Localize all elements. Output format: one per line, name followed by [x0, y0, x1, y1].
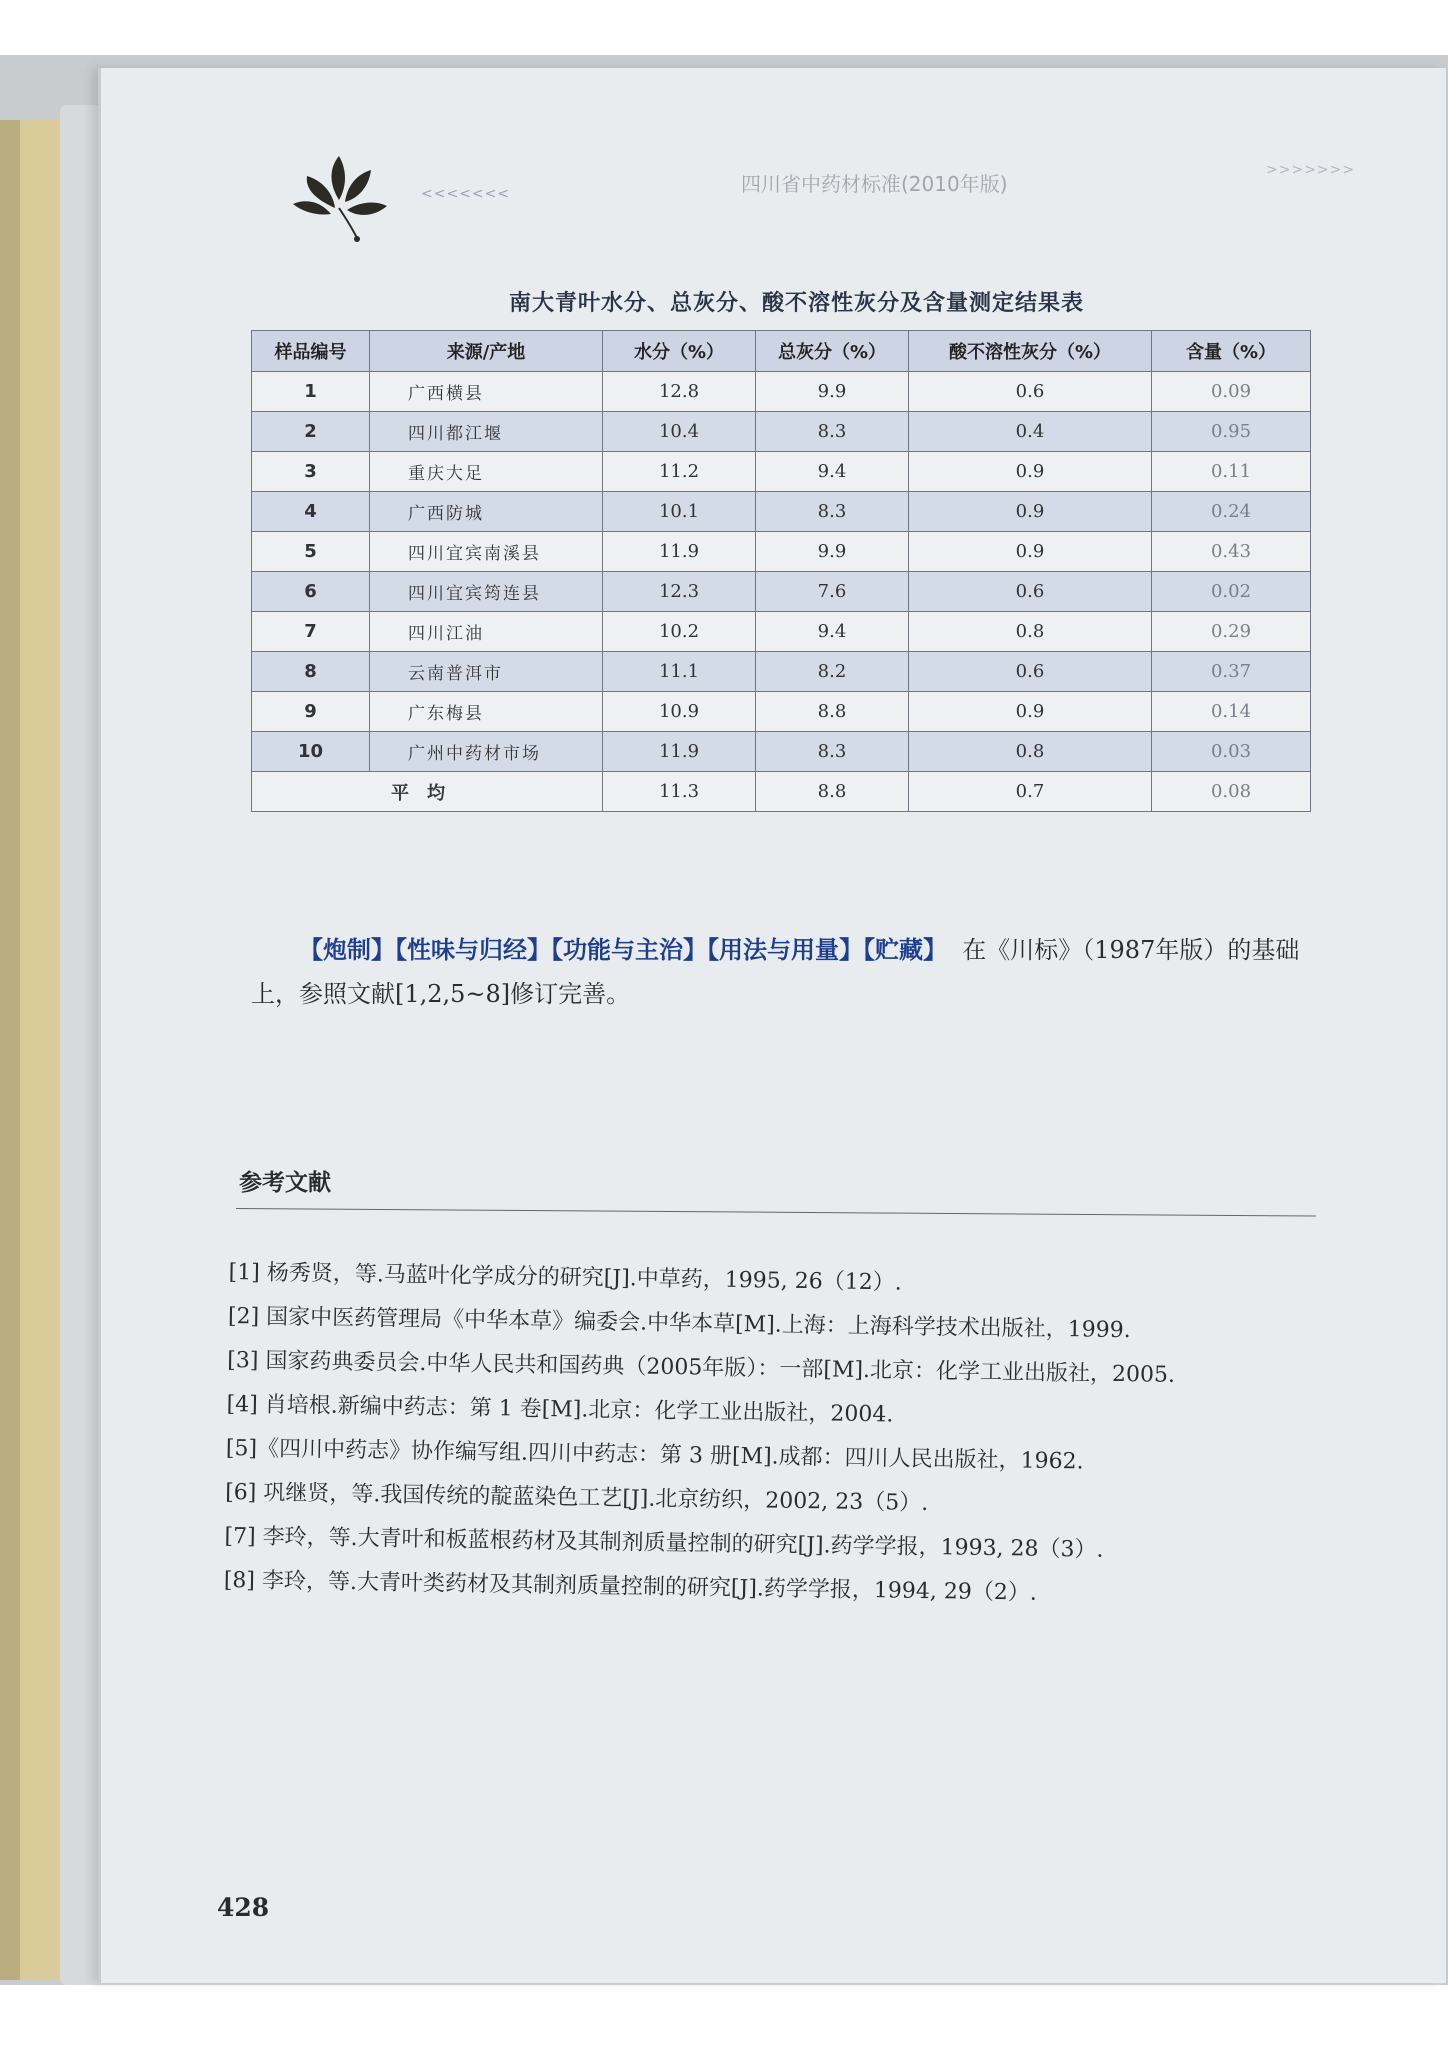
reference-item: [4] 肖培根.新编中药志：第 1 卷[M].北京：化学工业出版社，2004.: [226, 1391, 894, 1428]
acid-ash-value: 0.6: [909, 572, 1152, 612]
table-row: [252, 692, 1311, 732]
section-tag-storage: 【贮藏】: [863, 936, 947, 964]
total-ash-value: 8.3: [756, 732, 909, 772]
content-average: 0.08: [1152, 772, 1311, 812]
sample-source: 四川宜宾筠连县: [370, 572, 603, 612]
content-value: 0.11: [1152, 452, 1311, 492]
moisture-value: 11.9: [603, 532, 756, 572]
acid-ash-value: 0.8: [909, 732, 1152, 772]
references-divider: [236, 1208, 1316, 1217]
reference-item: [2] 国家中医药管理局《中华本草》编委会.中华本草[M].上海：上海科学技术出版社，1999.: [227, 1303, 1131, 1344]
content-value: 0.03: [1152, 732, 1311, 772]
total-ash-average: 8.8: [756, 772, 909, 812]
col-source: 来源/产地: [370, 331, 603, 372]
moisture-value: 10.1: [603, 492, 756, 532]
moisture-value: 12.3: [603, 572, 756, 612]
total-ash-value: 9.4: [756, 452, 909, 492]
section-tag-function-indication: 【功能与主治】: [551, 936, 707, 964]
sample-no: 5: [252, 532, 370, 572]
reference-item: [7] 李玲，等.大青叶和板蓝根药材及其制剂质量控制的研究[J].药学学报，1993, 28（3）.: [224, 1523, 1104, 1563]
moisture-value: 10.9: [603, 692, 756, 732]
content-value: 0.43: [1152, 532, 1311, 572]
acid-ash-value: 0.4: [909, 412, 1152, 452]
acid-ash-value: 0.8: [909, 612, 1152, 652]
reference-item: [8] 李玲，等.大青叶类药材及其制剂质量控制的研究[J].药学学报，1994, 29（2）.: [223, 1567, 1038, 1606]
paragraph-text: 在《川标》（1987年版）的基础上，参照文献[1,2,5~8]修订完善。: [251, 936, 1300, 1008]
col-acid-ash: 酸不溶性灰分（%）: [909, 331, 1152, 372]
table-row: [252, 612, 1311, 652]
table-row: [252, 372, 1311, 412]
content-value: 0.37: [1152, 652, 1311, 692]
leaf-logo-icon: [287, 138, 397, 248]
content-value: 0.02: [1152, 572, 1311, 612]
reference-item: [5]《四川中药志》协作编写组.四川中药志：第 3 册[M].成都：四川人民出版社，1962.: [225, 1435, 1084, 1475]
total-ash-value: 8.3: [756, 412, 909, 452]
table-row: [252, 652, 1311, 692]
table-row: [252, 732, 1311, 772]
acid-ash-value: 0.9: [909, 492, 1152, 532]
reference-item: [1] 杨秀贤，等.马蓝叶化学成分的研究[J].中草药，1995, 26（12）.: [228, 1259, 902, 1296]
acid-ash-average: 0.7: [909, 772, 1152, 812]
processing-paragraph: [251, 928, 1311, 1016]
sample-source: 四川江油: [370, 612, 603, 652]
total-ash-value: 9.9: [756, 532, 909, 572]
references-heading: 参考文献: [239, 1170, 331, 1196]
table-row: [252, 412, 1311, 452]
col-content: 含量（%）: [1152, 331, 1311, 372]
sample-source: 四川宜宾南溪县: [370, 532, 603, 572]
acid-ash-value: 0.6: [909, 372, 1152, 412]
acid-ash-value: 0.9: [909, 452, 1152, 492]
average-label: 平均: [252, 772, 603, 812]
sample-no: 1: [252, 372, 370, 412]
moisture-value: 10.4: [603, 412, 756, 452]
reference-item: [6] 巩继贤，等.我国传统的靛蓝染色工艺[J].北京纺织，2002, 23（5）.: [225, 1479, 929, 1517]
sample-no: 10: [252, 732, 370, 772]
moisture-value: 11.2: [603, 452, 756, 492]
content-value: 0.09: [1152, 372, 1311, 412]
col-sample-no: 样品编号: [252, 331, 370, 372]
sample-source: 广东梅县: [370, 692, 603, 732]
sample-source: 广州中药材市场: [370, 732, 603, 772]
content-value: 0.95: [1152, 412, 1311, 452]
table-row: [252, 492, 1311, 532]
results-table: [251, 330, 1311, 812]
sample-source: 四川都江堰: [370, 412, 603, 452]
section-tag-nature-meridian: 【性味与归经】: [395, 936, 551, 964]
sample-source: 重庆大足: [370, 452, 603, 492]
moisture-average: 11.3: [603, 772, 756, 812]
total-ash-value: 8.8: [756, 692, 909, 732]
total-ash-value: 8.2: [756, 652, 909, 692]
sample-source: 广西防城: [370, 492, 603, 532]
total-ash-value: 7.6: [756, 572, 909, 612]
content-value: 0.29: [1152, 612, 1311, 652]
sample-no: 4: [252, 492, 370, 532]
running-head: 四川省中药材标准(2010年版): [741, 172, 1008, 196]
col-moisture: 水分（%）: [603, 331, 756, 372]
page-header: [101, 68, 1446, 268]
sample-no: 2: [252, 412, 370, 452]
moisture-value: 10.2: [603, 612, 756, 652]
header-ornament-left: <<<<<<<: [421, 186, 511, 202]
reference-item: [3] 国家药典委员会.中华人民共和国药典（2005年版）：一部[M].北京：化学工业出版社，2005.: [227, 1347, 1176, 1388]
acid-ash-value: 0.6: [909, 652, 1152, 692]
sample-no: 8: [252, 652, 370, 692]
section-tag-processing: 【炮制】: [299, 936, 395, 964]
content-value: 0.24: [1152, 492, 1311, 532]
page-number: 428: [217, 1893, 270, 1922]
moisture-value: 12.8: [603, 372, 756, 412]
book-page: [98, 68, 1446, 1983]
sample-source: 云南普洱市: [370, 652, 603, 692]
acid-ash-value: 0.9: [909, 692, 1152, 732]
average-row: [252, 772, 1311, 812]
table-row: [252, 452, 1311, 492]
sample-no: 3: [252, 452, 370, 492]
sample-no: 6: [252, 572, 370, 612]
table-header-row: [252, 331, 1311, 372]
adjacent-book-spine: [0, 120, 20, 1980]
references-list: [223, 1251, 1328, 1620]
content-value: 0.14: [1152, 692, 1311, 732]
table-row: [252, 572, 1311, 612]
sample-no: 9: [252, 692, 370, 732]
moisture-value: 11.1: [603, 652, 756, 692]
total-ash-value: 8.3: [756, 492, 909, 532]
acid-ash-value: 0.9: [909, 532, 1152, 572]
moisture-value: 11.9: [603, 732, 756, 772]
total-ash-value: 9.4: [756, 612, 909, 652]
table-row: [252, 532, 1311, 572]
col-total-ash: 总灰分（%）: [756, 331, 909, 372]
total-ash-value: 9.9: [756, 372, 909, 412]
section-tag-usage-dosage: 【用法与用量】: [707, 936, 863, 964]
header-ornament-right: >>>>>>>: [1266, 162, 1356, 178]
sample-no: 7: [252, 612, 370, 652]
sample-source: 广西横县: [370, 372, 603, 412]
table-title: 南大青叶水分、总灰分、酸不溶性灰分及含量测定结果表: [509, 290, 1085, 316]
